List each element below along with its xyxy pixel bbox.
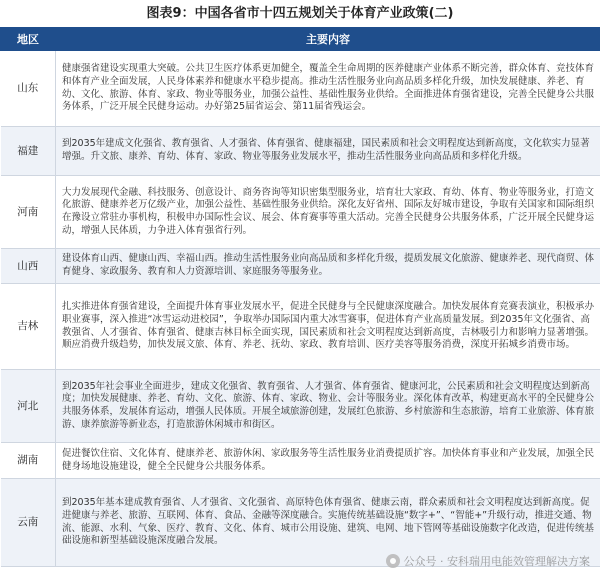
header-region: 地区 — [1, 28, 56, 51]
policy-table — [0, 27, 600, 567]
content-cell: 扎实推进体育强省建设，全面提升体育事业发展水平，促进全民健身与全民健康深度融合。加快发展体育竞赛表演业，积极承办职业赛事，深入推进“冰雪运动进校园”，争取举办国际国内重大冰雪赛事，促进体育产业高质量发展。到2035年文化强省、高教强省、人才强省、体育强省、健康吉林目标全面实现，国民素质和社会文明程度达到新高度，吉林吸引力和影响力显著增强。顺应消费升级趋势，加快发展文旅、体育、养老、抚幼、家政、教育培训、医疗美容等服务消费，深度开拓城乡消费市场。 — [56, 284, 600, 370]
content-cell: 到2035年建成文化强省、教育强省、人才强省、体育强省、健康福建，国民素质和社会文明程度达到新高度，文化软实力显著增强。升文旅、康养、育幼、体育、家政、物业等服务业发展水平，推动生活性服务业向高品质和多样化升级。 — [56, 127, 600, 176]
region-cell: 湖南 — [1, 443, 56, 479]
table-row — [1, 176, 600, 249]
region-cell: 山东 — [1, 51, 56, 127]
table-row — [1, 284, 600, 370]
region-cell: 福建 — [1, 127, 56, 176]
content-cell: 促进餐饮住宿、文化体育、健康养老、旅游休闲、家政服务等生活性服务业消费提质扩容。加快体育事业和产业发展，加强全民健身场地设施建设，健全全民健身公共服务体系。 — [56, 443, 600, 479]
table-row — [1, 443, 600, 479]
figure-title: 图表9：中国各省市十四五规划关于体育产业政策(二) — [146, 6, 454, 21]
watermark — [386, 553, 591, 569]
region-cell: 吉林 — [1, 284, 56, 370]
watermark-text: 公众号 · 安科瑞用电能效管理解决方案 — [403, 555, 590, 568]
header-content: 主要内容 — [56, 28, 600, 51]
content-cell: 大力发展现代金融、科技服务、创意设计、商务咨询等知识密集型服务业，培育壮大家政、育幼、体育、物业等服务业，打造文化旅游、健康养老万亿级产业，加强公益性、基础性服务业供给。深化友好省州、国际友好城市建设，争取有关国家和国际组织在豫设立常驻办事机构，积极申办国际性会议、展会、体育赛事等重大活动。完善全民健身公共服务体系，广泛开展全民健身运动，增强人民体质，力争进入体育强省行列。 — [56, 176, 600, 249]
region-cell: 山西 — [1, 249, 56, 284]
wechat-icon — [386, 554, 400, 568]
region-cell: 河南 — [1, 176, 56, 249]
table-row — [1, 51, 600, 127]
region-cell: 云南 — [1, 479, 56, 567]
content-cell: 到2035年基本建成教育强省、人才强省、文化强省、高原特色体育强省、健康云南，群众素质和社会文明程度达到新高度。促进健康与养老、旅游、互联网、体育、食品、金融等深度融合。实施传统基础设施“数字+”、“智能+”升级行动，推进交通、物流、能源、水利、气象、医疗、教育、文化、体育、城市公用设施、建筑、电网、地下管网等基础设施数字化改造，促进传统基础设施和新型基础设施深度融合发展。 — [56, 479, 600, 567]
table-row — [1, 370, 600, 443]
content-cell: 到2035年社会事业全面进步，建成文化强省、教育强省、人才强省、体育强省、健康河北，公民素质和社会文明程度达到新高度；加快发展健康、养老、育幼、文化、旅游、体育、家政、物业、会计等服务业。深化体育改革，构建更高水平的全民健身公共服务体系，发展体育运动，增强人民体质。开展全域旅游创建，发展红色旅游、乡村旅游和生态旅游，培育工业旅游、体育旅游、康养旅游等新业态，打造旅游休闲城市和街区。 — [56, 370, 600, 443]
content-cell: 建设体育山西、健康山西、幸福山西。推动生活性服务业向高品质和多样化升级，提质发展文化旅游、健康养老、现代商贸、体育健身、家政服务、教育和人力资源培训、家庭服务等服务业。 — [56, 249, 600, 284]
table-row — [1, 127, 600, 176]
content-cell: 健康强省建设实现重大突破。公共卫生医疗体系更加健全，覆盖全生命周期的医养健康产业体系不断完善，群众体育、竞技体育和体育产业全面发展，人民身体素养和健康水平稳步提高。推动生活性服务业向高品质多样化升级，加快发展健康、养老、育幼、文化、旅游、体育、家政、物业等服务业，加强公益性、基础性服务业供给。全面推进体育强省建设，完善全民健身公共服务体系，广泛开展全民健身运动。办好第25届省运会、第11届省残运会。 — [56, 51, 600, 127]
region-cell: 河北 — [1, 370, 56, 443]
table-header-row — [1, 28, 600, 51]
table-row — [1, 249, 600, 284]
